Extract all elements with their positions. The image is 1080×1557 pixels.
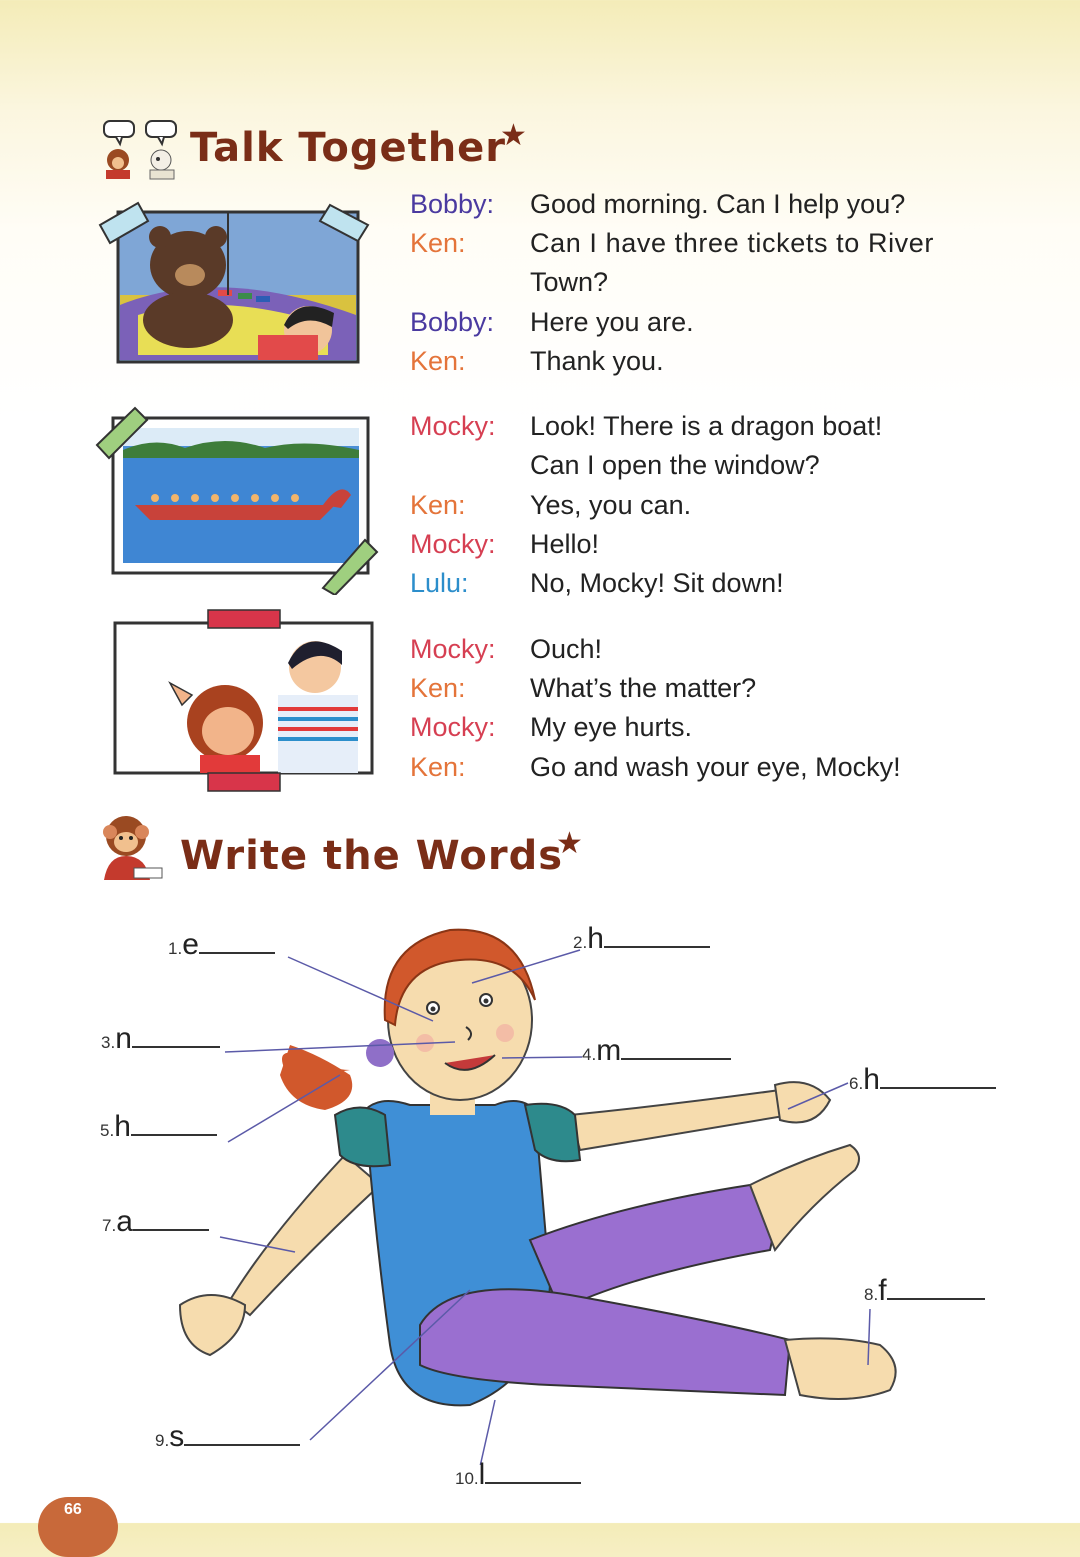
- dialogue-text: Yes, you can.: [530, 490, 692, 520]
- speaker-label: Bobby:: [410, 189, 495, 219]
- dialogue-text: Here you are.: [530, 307, 694, 337]
- star-icon: ★: [556, 826, 583, 861]
- section-title-talk-together: Talk Together: [190, 125, 507, 171]
- label-2: [573, 922, 710, 956]
- label-3: [101, 1022, 220, 1056]
- star-icon: ★: [500, 118, 527, 153]
- speaker-label: Ken:: [410, 346, 466, 376]
- speaker-label: Lulu:: [410, 568, 469, 598]
- answer-line[interactable]: [132, 1045, 220, 1048]
- dialogue-text: Can I open the window?: [530, 450, 820, 480]
- dialogue-text: What’s the matter?: [530, 673, 757, 703]
- dialogue-text: Go and wash your eye, Mocky!: [530, 752, 901, 782]
- dialogue-text: No, Mocky! Sit down!: [530, 568, 784, 598]
- dialogue-text: My eye hurts.: [530, 712, 693, 742]
- label-letter: n: [115, 1022, 132, 1055]
- answer-line[interactable]: [604, 945, 710, 948]
- answer-line[interactable]: [621, 1057, 731, 1060]
- label-number: 2.: [573, 933, 588, 952]
- dialogue-text: Good morning. Can I help you?: [530, 189, 906, 219]
- answer-line[interactable]: [131, 1133, 217, 1136]
- speaker-label: Mocky:: [410, 529, 496, 559]
- speaker-label: Mocky:: [410, 712, 496, 742]
- answer-line[interactable]: [485, 1481, 581, 1484]
- label-number: 5.: [100, 1121, 115, 1140]
- speaker-label: Ken:: [410, 228, 466, 258]
- label-6: [849, 1063, 996, 1097]
- label-number: 6.: [849, 1074, 864, 1093]
- dialogue-text: Can I have three tickets to River: [530, 228, 934, 258]
- answer-line[interactable]: [184, 1443, 300, 1446]
- girl-body-illustration: [150, 905, 930, 1465]
- dialogue-text: Town?: [530, 267, 609, 297]
- dialogue-text: Thank you.: [530, 346, 664, 376]
- label-number: 8.: [864, 1285, 879, 1304]
- section-title-write-the-words: Write the Words: [180, 833, 564, 879]
- label-number: 3.: [101, 1033, 116, 1052]
- label-number: 4.: [582, 1045, 597, 1064]
- label-letter: s: [169, 1420, 185, 1453]
- label-letter: m: [596, 1034, 622, 1067]
- speaker-label: Bobby:: [410, 307, 495, 337]
- label-letter: f: [878, 1274, 887, 1307]
- label-number: 1.: [168, 939, 183, 958]
- label-letter: h: [863, 1063, 880, 1096]
- eye-hurts-illustration: [110, 605, 380, 800]
- ticket-booth-illustration: [98, 195, 378, 370]
- label-10: [455, 1458, 581, 1492]
- dragon-boat-illustration: [95, 400, 385, 595]
- speaker-label: Ken:: [410, 673, 466, 703]
- label-letter: h: [114, 1110, 131, 1143]
- label-9: [155, 1420, 300, 1454]
- talk-together-icon: [100, 118, 185, 180]
- dialogue-text: Hello!: [530, 529, 600, 559]
- label-letter: e: [182, 928, 199, 961]
- answer-line[interactable]: [880, 1086, 996, 1089]
- answer-line[interactable]: [133, 1228, 209, 1231]
- label-7: [102, 1205, 209, 1239]
- speaker-label: Ken:: [410, 490, 466, 520]
- monkey-writing-icon: [98, 812, 164, 882]
- speaker-label: Mocky:: [410, 411, 496, 441]
- label-8: [864, 1274, 985, 1308]
- label-letter: l: [478, 1458, 486, 1491]
- label-1: [168, 928, 275, 962]
- label-5: [100, 1110, 217, 1144]
- label-4: [582, 1034, 731, 1068]
- page-number: 66: [64, 1501, 82, 1518]
- label-letter: h: [587, 922, 604, 955]
- dialogue-text: Look! There is a dragon boat!: [530, 411, 883, 441]
- dialogue-text: Ouch!: [530, 634, 603, 664]
- answer-line[interactable]: [887, 1297, 985, 1300]
- page-number-badge: [38, 1497, 118, 1557]
- label-number: 9.: [155, 1431, 170, 1450]
- answer-line[interactable]: [199, 951, 275, 954]
- label-letter: a: [116, 1205, 133, 1238]
- label-number: 10.: [455, 1469, 479, 1488]
- speaker-label: Mocky:: [410, 634, 496, 664]
- speaker-label: Ken:: [410, 752, 466, 782]
- label-number: 7.: [102, 1216, 117, 1235]
